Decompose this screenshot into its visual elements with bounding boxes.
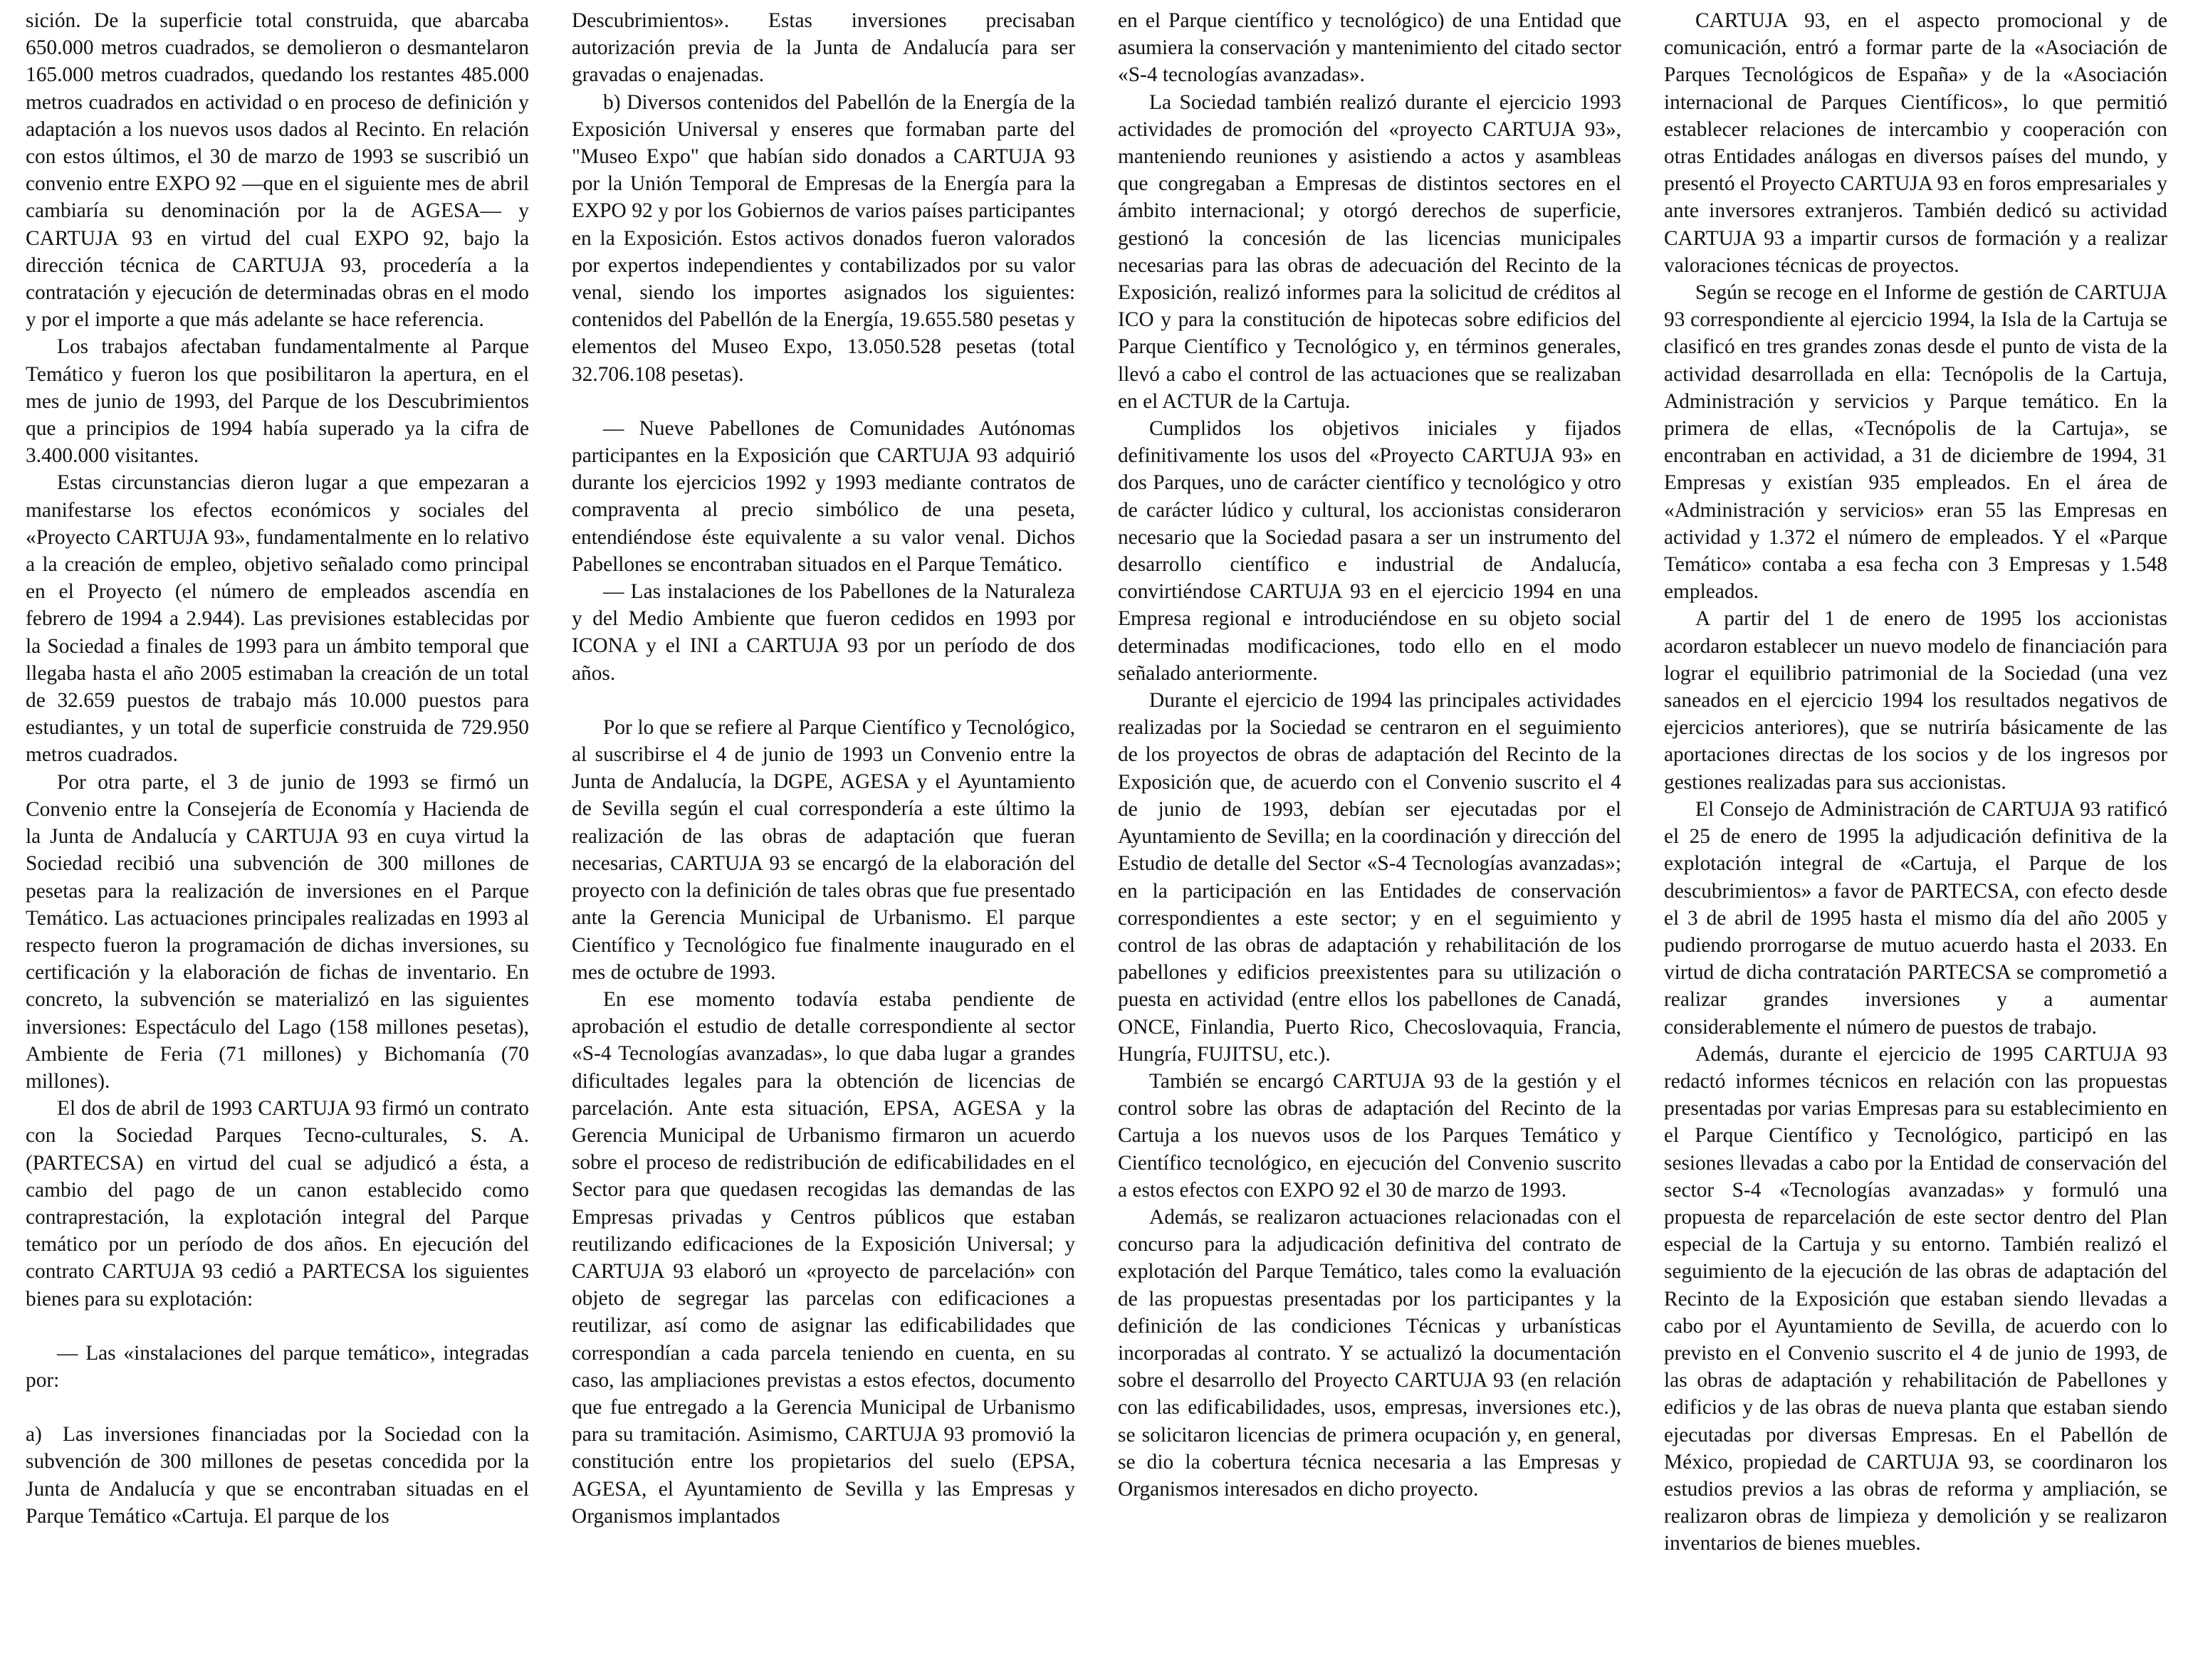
paragraph: sición. De la superficie total construida, que abarcaba 650.000 metros cuadrados, se demolieron o desmantelaron 165.000 metros cuadrados, quedando los restantes 485.000 metros cuadrados en actividad o en proceso de definición y adaptación a los nuevos usos dados al Recinto. En relación con estos últimos, el 30 de marzo de 1993 se suscribió un convenio entre EXPO 92 —que en el siguiente mes de abril cambiaría su denominación por la de AGESA— y CARTUJA 93 en virtud del cual EXPO 92, bajo la dirección técnica de CARTUJA 93, procedería a la contratación y ejecución de determinadas obras en el modo y por el importe a que más adelante se hace referencia.	[26, 9, 529, 332]
paragraph: La Sociedad también realizó durante el ejercicio 1993 actividades de promoción del «proyecto CARTUJA 93», manteniendo reuniones y asistiendo a actos y asambleas que congregaban a Empresas de distintos sectores en el ámbito internacional; y otorgó derechos de superficie, gestionó la concesión de las licencias municipales necesarias para las obras de adecuación del Recinto de la Exposición, realizó informes para la solicitud de créditos al ICO y para la constitución de hipotecas sobre edificios del Parque Científico y Tecnológico y, en términos generales, llevó a cabo el control de las actuaciones que se realizaban en el ACTUR de la Cartuja.	[1118, 90, 1621, 413]
paragraph: Descubrimientos». Estas inversiones precisaban autorización previa de la Junta de Andalucía para ser gravadas o enajenadas.	[572, 9, 1075, 87]
list-marker-a: a)	[26, 1423, 42, 1447]
paragraph: Estas circunstancias dieron lugar a que empezaran a manifestarse los efectos económicos y sociales del «Proyecto CARTUJA 93», fundamentalmente en lo relativo a la creación de empleo, objetivo señalado como principal en el Proyecto (el número de empleados ascendía en febrero de 1994 a 2.944). Las previsiones establecidas por la Sociedad a finales de 1993 para un ámbito temporal que llegaba hasta el año 2005 estimaban la creación de un total de 32.659 puestos de trabajo más 10.000 puestos para estudiantes, y un total de superficie construida de 729.950 metros cuadrados.	[26, 471, 529, 767]
paragraph: en el Parque científico y tecnológico) de una Entidad que asumiera la conservación y mantenimiento del citado sector «S-4 tecnologías avanzadas».	[1118, 9, 1621, 87]
paragraph: Cumplidos los objetivos iniciales y fijados definitivamente los usos del «Proyecto CARTUJA 93» en dos Parques, uno de carácter científico y tecnológico y otro de carácter lúdico y cultural, los accionistas consideraron necesario que la Sociedad pasara a ser un instrumento del desarrollo científico e industrial de Andalucía, convirtiéndose CARTUJA 93 en el ejercicio 1994 en una Empresa regional e introduciéndose en su objeto social determinadas modificaciones, todo ello en el modo señalado anteriormente.	[1118, 417, 1621, 685]
paragraph: El Consejo de Administración de CARTUJA 93 ratificó el 25 de enero de 1995 la adjudicación definitiva de la explotación integral de «Cartuja, el Parque de los descubrimientos» a favor de PARTECSA, con efecto desde el 3 de abril de 1995 hasta el mismo día del año 2005 y pudiendo prorrogarse de mutuo acuerdo hasta el 2033. En virtud de dicha contratación PARTECSA se comprometió a realizar grandes inversiones y a aumentar considerablemente el número de puestos de trabajo.	[1664, 797, 2167, 1039]
paragraph: Por otra parte, el 3 de junio de 1993 se firmó un Convenio entre la Consejería de Economía y Hacienda de la Junta de Andalucía y CARTUJA 93 en cuya virtud la Sociedad recibió una subvención de 300 millones de pesetas para la realización de inversiones en el Parque Temático. Las actuaciones principales realizadas en 1993 al respecto fueron la programación de dichas inversiones, su certificación y la elaboración de fichas de inventario. En concreto, la subvención se materializó en las siguientes inversiones: Espectáculo del Lago (158 millones pesetas), Ambiente de Feria (71 millones) y Bichomanía (70 millones).	[26, 770, 529, 1093]
paragraph: Según se recoge en el Informe de gestión de CARTUJA 93 correspondiente al ejercicio 1994, la Isla de la Cartuja se clasificó en tres grandes zonas desde el punto de vista de la actividad desarrollada en ella: Tecnópolis de la Cartuja, Administración y servicios y Parque temático. En la primera de ellas, «Tecnópolis de la Cartuja», se encontraban en actividad, a 31 de diciembre de 1994, 31 Empresas y existían 935 empleados. En el área de «Administración y servicios» eran 55 las Empresas en actividad y 1.372 el número de empleados. Y el «Parque Temático» contaba a esa fecha con 3 Empresas y 1.548 empleados.	[1664, 281, 2167, 604]
paragraph: También se encargó CARTUJA 93 de la gestión y el control sobre las obras de adaptación del Recinto de la Cartuja a los nuevos usos de los Parques Temático y Científico tecnológico, en ejecución del Convenio suscrito a estos efectos con EXPO 92 el 30 de marzo de 1993.	[1118, 1069, 1621, 1202]
text-column-2	[572, 7, 1075, 1680]
list-intro-paragraph: — Las «instalaciones del parque temático», integradas por:	[26, 1341, 529, 1392]
paragraph: Los trabajos afectaban fundamentalmente al Parque Temático y fueron los que posibilitaron la apertura, en el mes de junio de 1993, del Parque de los Descubrimientos que a principios de 1994 había superado ya la cifra de 3.400.000 visitantes.	[26, 335, 529, 468]
paragraph: — Las instalaciones de los Pabellones de la Naturaleza y del Medio Ambiente que fueron cedidos en 1993 por ICONA y el INI a CARTUJA 93 por un período de dos años.	[572, 580, 1075, 685]
paragraph: Además, durante el ejercicio de 1995 CARTUJA 93 redactó informes técnicos en relación con las propuestas presentadas por varias Empresas para su establecimiento en el Parque Científico y Tecnológico, participó en las sesiones llevadas a cabo por la Entidad de conservación del sector S-4 «Tecnologías avanzadas» y formuló una propuesta de reparcelación de este sector dentro del Plan especial de la Cartuja y su entorno. También realizó el seguimiento de la ejecución de las obras de adaptación del Recinto de la Exposición que estaban siendo llevadas a cabo por el Ayuntamiento de Sevilla, de acuerdo con lo previsto en el Convenio suscrito el 4 de junio de 1993, de las obras de adaptación y rehabilitación de Pabellones y edificios y de las obras de nueva planta que estaban siendo ejecutadas por diversas Empresas. En el Pabellón de México, propiedad de CARTUJA 93, se coordinaron los estudios previos a las obras de reforma y ampliación, se realizaron obras de limpieza y demolición y se realizaron inventarios de bienes muebles.	[1664, 1042, 2167, 1555]
list-item-a	[26, 1421, 529, 1530]
paragraph: En ese momento todavía estaba pendiente de aprobación el estudio de detalle correspondiente al sector «S-4 Tecnologías avanzadas», lo que daba lugar a grandes dificultades legales para la obtención de licencias de parcelación. Ante esta situación, EPSA, AGESA y la Gerencia Municipal de Urbanismo firmaron un acuerdo sobre el proceso de redistribución de edificabilidades en el Sector para que quedasen recogidas las demandas de las Empresas privadas y Centros públicos que estaban reutilizando edificaciones de la Exposición Universal; y CARTUJA 93 elaboró un «proyecto de parcelación» con objeto de segregar las parcelas con edificaciones a reutilizar, así como de asignar las edificabilidades que correspondían a cada parcela teniendo en cuenta, en su caso, las ampliaciones previstas a estos efectos, documento que fue entregado a la Gerencia Municipal de Urbanismo para su tramitación. Asimismo, CARTUJA 93 promovió la constitución entre los propietarios del suelo (EPSA, AGESA, el Ayuntamiento de Sevilla y las Empresas y Organismos implantados	[572, 987, 1075, 1528]
list-item-a-text: Las inversiones financiadas por la Sociedad con la subvención de 300 millones de pesetas concedida por la Junta de Andalucía y que se encontraban situadas en el Parque Temático «Cartuja. El parque de los	[26, 1423, 529, 1528]
list-item-b: b) Diversos contenidos del Pabellón de la Energía de la Exposición Universal y enseres que formaban parte del "Museo Expo" que habían sido donados a CARTUJA 93 por la Unión Temporal de Empresas de la Energía para la EXPO 92 y por los Gobiernos de varios países participantes en la Exposición. Estos activos donados fueron valorados por expertos independientes y contabilizados por su valor venal, siendo los importes asignados los siguientes: contenidos del Pabellón de la Energía, 19.655.580 pesetas y elementos del Museo Expo, 13.050.528 pesetas (total 32.706.108 pesetas).	[572, 90, 1075, 386]
paragraph: A partir del 1 de enero de 1995 los accionistas acordaron establecer un nuevo modelo de financiación para lograr el equilibrio patrimonial de la Sociedad (una vez saneados en el ejercicio 1994 los resultados negativos de ejercicios anteriores), que se nutriría básicamente de las aportaciones directas de los socios y de los ingresos por gestiones realizadas para sus accionistas.	[1664, 607, 2167, 794]
text-column-4	[1664, 7, 2167, 1680]
paragraph: — Nueve Pabellones de Comunidades Autónomas participantes en la Exposición que CARTUJA 93 adquirió durante los ejercicios 1992 y 1993 mediante contratos de compraventa al precio simbólico de una peseta, entendiéndose éste equivalente a su valor venal. Dichos Pabellones se encontraban situados en el Parque Temático.	[572, 416, 1075, 576]
paragraph: Durante el ejercicio de 1994 las principales actividades realizadas por la Sociedad se centraron en el seguimiento de los proyectos de obras de adaptación del Recinto de la Exposición que, de acuerdo con el Convenio suscrito el 4 de junio de 1993, debían ser ejecutadas por el Ayuntamiento de Sevilla; en la coordinación y dirección del Estudio de detalle del Sector «S-4 Tecnologías avanzadas»; en la participación en las Entidades de conservación correspondientes a este sector; y en el seguimiento y control de las obras de adaptación y rehabilitación de los pabellones y edificios preexistentes para su utilización o puesta en actividad (entre ellos los pabellones de Canadá, ONCE, Finlandia, Puerto Rico, Checoslovaquia, Francia, Hungría, FUJITSU, etc.).	[1118, 689, 1621, 1066]
paragraph: El dos de abril de 1993 CARTUJA 93 firmó un contrato con la Sociedad Parques Tecno-culturales, S. A. (PARTECSA) en virtud del cual se adjudicó a ésta, a cambio del pago de un canon establecido como contraprestación, la explotación integral del Parque temático por un período de dos años. En ejecución del contrato CARTUJA 93 cedió a PARTECSA los siguientes bienes para su explotación:	[26, 1097, 529, 1311]
paragraph: Además, se realizaron actuaciones relacionadas con el concurso para la adjudicación definitiva del contrato de explotación del Parque Temático, tales como la evaluación de las propuestas presentadas por los participantes y la definición de las condiciones Técnicas y urbanísticas incorporadas al contrato. Y se actualizó la documentación sobre el desarrollo del Proyecto CARTUJA 93 (en relación con las edificabilidades, usos, empresas, inversiones etc.), se solicitaron licencias de primera ocupación y, en general, se dio la cobertura técnica necesaria a las Empresas y Organismos interesados en dicho proyecto.	[1118, 1205, 1621, 1501]
text-column-1	[26, 7, 529, 1680]
paragraph: CARTUJA 93, en el aspecto promocional y de comunicación, entró a formar parte de la «Asociación de Parques Tecnológicos de España» y de la «Asociación internacional de Parques Científicos», lo que permitió establecer relaciones de intercambio y cooperación con otras Entidades análogas en diversos países del mundo, y presentó el Proyecto CARTUJA 93 en foros empresariales y ante inversores extranjeros. También dedicó su actividad CARTUJA 93 a impartir cursos de formación y a realizar valoraciones técnicas de proyectos.	[1664, 9, 2167, 277]
text-column-3	[1118, 7, 1621, 1680]
paragraph: Por lo que se refiere al Parque Científico y Tecnológico, al suscribirse el 4 de junio de 1993 un Convenio entre la Junta de Andalucía, la DGPE, AGESA y el Ayuntamiento de Sevilla según el cual correspondería a este último la realización de las obras de adaptación que fueran necesarias, CARTUJA 93 se encargó de la elaboración del proyecto con la definición de tales obras que fue presentado ante la Gerencia Municipal de Urbanismo. El parque Científico y Tecnológico fue finalmente inaugurado en el mes de octubre de 1993.	[572, 715, 1075, 984]
